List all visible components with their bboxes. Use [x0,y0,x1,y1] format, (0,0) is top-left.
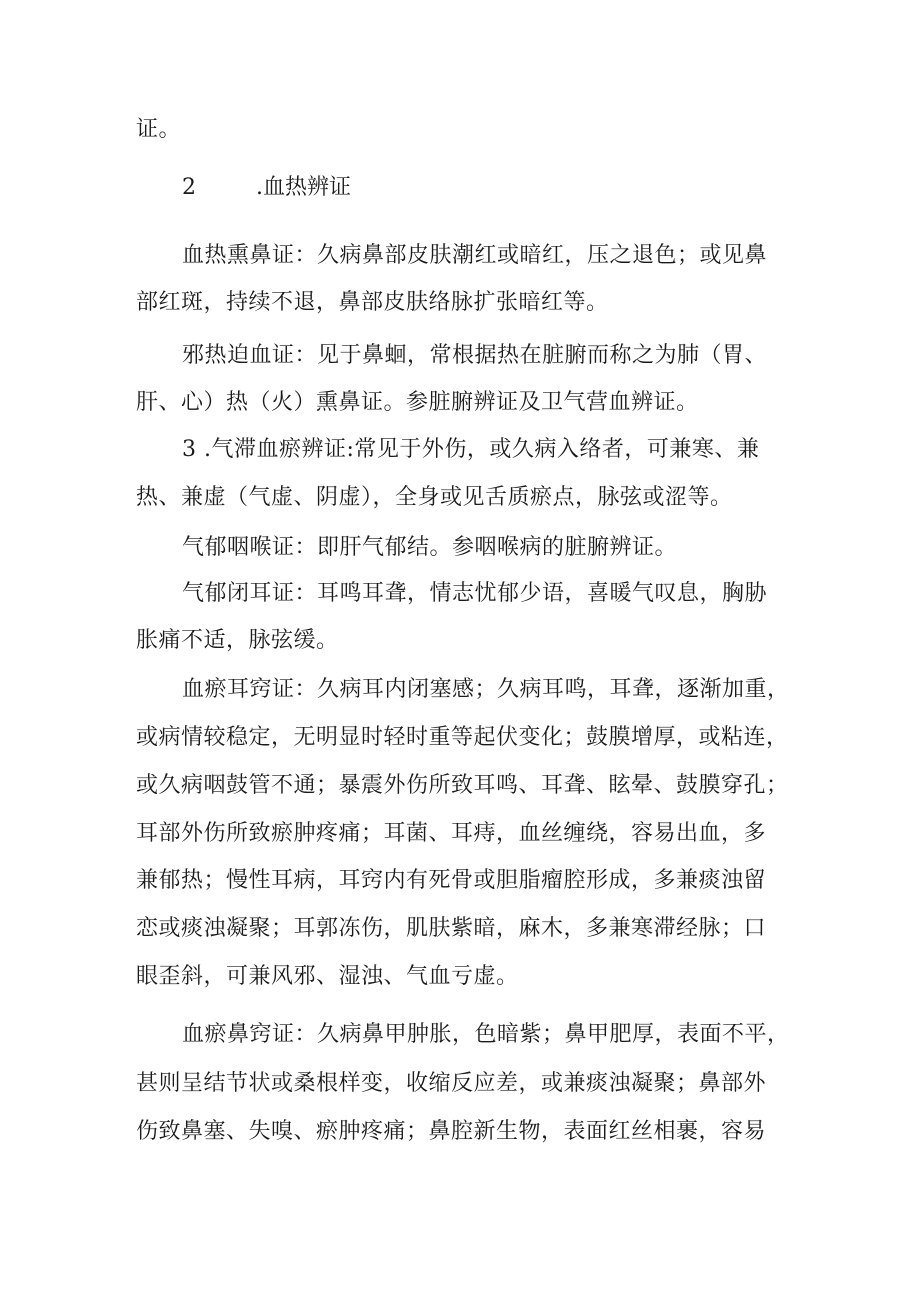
text-line: 伤致鼻塞、失嗅、瘀肿疼痛；鼻腔新生物，表面红丝相裹，容易 [136,1119,767,1144]
text-line: 血瘀鼻窍证：久病鼻甲肿胀，色暗紫；鼻甲肥厚，表面不平， [182,1022,790,1047]
text-line: 血瘀耳窍证：久病耳内闭塞感；久病耳鸣，耳聋，逐渐加重， [182,677,790,702]
text-line: 甚则呈结节状或桑根样变，收缩反应差，或兼痰浊凝聚；鼻部外 [136,1071,767,1096]
text-line: 胀痛不适，脉弦缓。 [136,628,339,653]
text-line: 肝、心）热（火）熏鼻证。参脏腑辨证及卫气营血辨证。 [136,390,699,415]
text-line: 邪热迫血证：见于鼻蛔，常根据热在脏腑而称之为肺（胃、 [182,343,768,368]
text-line: 热、兼虚（气虚、阴虚），全身或见舌质瘀点，脉弦或涩等。 [136,485,733,510]
text-line: 耳部外伤所致瘀肿疼痛；耳菌、耳痔，血丝缠绕，容易出血，多 [136,821,767,846]
text-line: 兼郁热；慢性耳病，耳窍内有死骨或胆脂瘤腔形成，多兼痰浊留 [136,868,767,893]
text-line: 证。 [136,117,182,142]
text-line: 血热熏鼻证：久病鼻部皮肤潮红或暗红，压之退色；或见鼻 [182,243,768,268]
section-title: .血热辨证 [256,175,351,200]
section-number: 2 [182,175,196,200]
text-line: 气郁闭耳证：耳鸣耳聋，情志忧郁少语，喜暖气叹息，胸胁 [182,581,768,606]
text-line: 3 .气滞血瘀辨证:常见于外伤，或久病入络者，可兼寒、兼 [182,437,760,462]
text-line: 部红斑，持续不退，鼻部皮肤络脉扩张暗红等。 [136,290,609,315]
text-line: 气郁咽喉证：即肝气郁结。参咽喉病的脏腑辨证。 [182,535,678,560]
text-line: 或久病咽鼓管不通；暴震外伤所致耳鸣、耳聋、眩晕、鼓膜穿孔； [136,773,789,798]
text-line: 恋或痰浊凝聚；耳郭冻伤，肌肤紫暗，麻木，多兼寒滞经脉；口 [136,916,767,941]
text-line: 或病情较稳定，无明显时轻时重等起伏变化；鼓膜增厚，或粘连， [136,725,789,750]
text-line: 眼歪斜，可兼风邪、湿浊、气血亏虚。 [136,964,519,989]
